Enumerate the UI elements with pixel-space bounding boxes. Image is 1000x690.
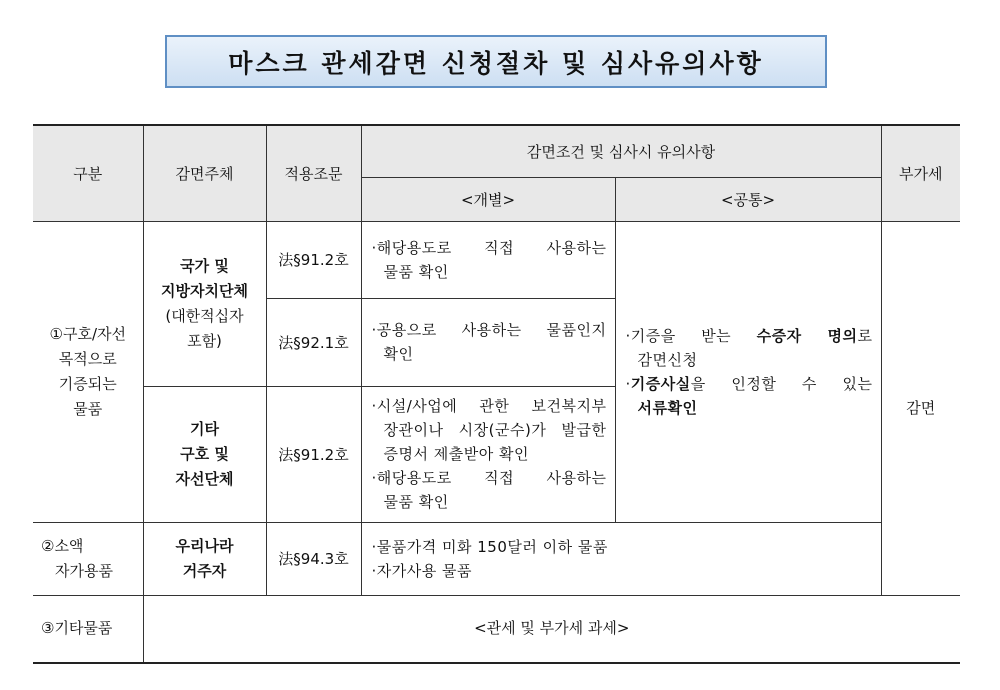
common-conditions (615, 221, 881, 522)
common-text: 기증을 받는 (630, 326, 757, 345)
category-line: ②소액 (41, 536, 84, 555)
header-conditions: 감면조건 및 심사시 유의사항 (361, 125, 881, 177)
common-text: 을 인정할 수 있는 (690, 374, 873, 393)
common-bold: 기증사실 (630, 374, 691, 393)
subject-line: 구호 및 (180, 444, 229, 463)
subject-note: (대한적십자 (165, 306, 244, 325)
condition-item: ·해당용도로 직접 사용하는 (371, 469, 607, 487)
header-subject: 감면주체 (143, 125, 266, 221)
category-personal (33, 522, 143, 595)
subject-line: 지방자치단체 (161, 281, 248, 300)
subject-line: 거주자 (182, 561, 227, 580)
header-individual: <개별> (361, 177, 615, 221)
condition-cell (361, 386, 615, 522)
condition-item: ·물품가격 미화 150달러 이하 물품 (371, 537, 608, 556)
common-bold: 수증자 명의 (756, 326, 858, 345)
category-line: 자가용품 (55, 561, 113, 580)
common-item-cont (626, 396, 873, 420)
law-cell: 法§92.1호 (266, 298, 361, 386)
condition-item-cont: 물품 확인 (383, 493, 449, 511)
category-line: 물품 (73, 399, 103, 418)
condition-item-cont: 확인 (383, 345, 414, 363)
condition-item-cont: 물품 확인 (383, 262, 449, 281)
category-other: ③기타물품 (33, 595, 143, 663)
subject-line: 우리나라 (175, 536, 234, 555)
category-line: 목적으로 (58, 349, 117, 368)
category-line: 기증되는 (58, 374, 117, 393)
condition-cell (361, 298, 615, 386)
category-donation (33, 221, 143, 522)
common-item-cont: 감면신청 (637, 350, 698, 369)
law-cell: 法§94.3호 (266, 522, 361, 595)
subject-line: 자선단체 (175, 469, 234, 488)
condition-item: ·해당용도로 직접 사용하는 (371, 238, 607, 257)
taxation-note: <관세 및 부가세 과세> (143, 595, 960, 663)
header-category: 구분 (33, 125, 143, 221)
condition-cell (361, 522, 881, 595)
header-law: 적용조문 (266, 125, 361, 221)
condition-cell (361, 221, 615, 298)
law-cell: 法§91.2호 (266, 221, 361, 298)
procedure-table (33, 124, 960, 664)
common-item: ·기증사실을 인정할 수 있는 (625, 374, 873, 393)
subject-note: 포함) (187, 331, 222, 350)
category-line: ①구호/자선 (49, 324, 126, 343)
common-text: 로 (857, 326, 873, 345)
header-vat: 부가세 (881, 125, 960, 221)
common-item: ·기증을 받는 수증자 명의로 (625, 326, 873, 345)
condition-item-cont: 증명서 제출받아 확인 (383, 445, 529, 463)
common-bold: 서류확인 (637, 398, 698, 417)
condition-item-cont: 장관이나 시장(군수)가 발급한 (383, 421, 607, 439)
subject-resident (143, 522, 266, 595)
subject-line: 기타 (190, 419, 219, 438)
condition-item: ·공용으로 사용하는 물품인지 (371, 321, 607, 339)
subject-government (143, 221, 266, 386)
condition-item: ·시설/사업에 관한 보건복지부 (371, 397, 607, 415)
page-title: 마스크 관세감면 신청절차 및 심사유의사항 (165, 35, 827, 88)
condition-item: ·자가사용 물품 (371, 561, 472, 580)
vat-value: 감면 (881, 221, 960, 595)
law-cell: 法§91.2호 (266, 386, 361, 522)
header-common: <공통> (615, 177, 881, 221)
subject-line: 국가 및 (180, 256, 229, 275)
subject-charity (143, 386, 266, 522)
